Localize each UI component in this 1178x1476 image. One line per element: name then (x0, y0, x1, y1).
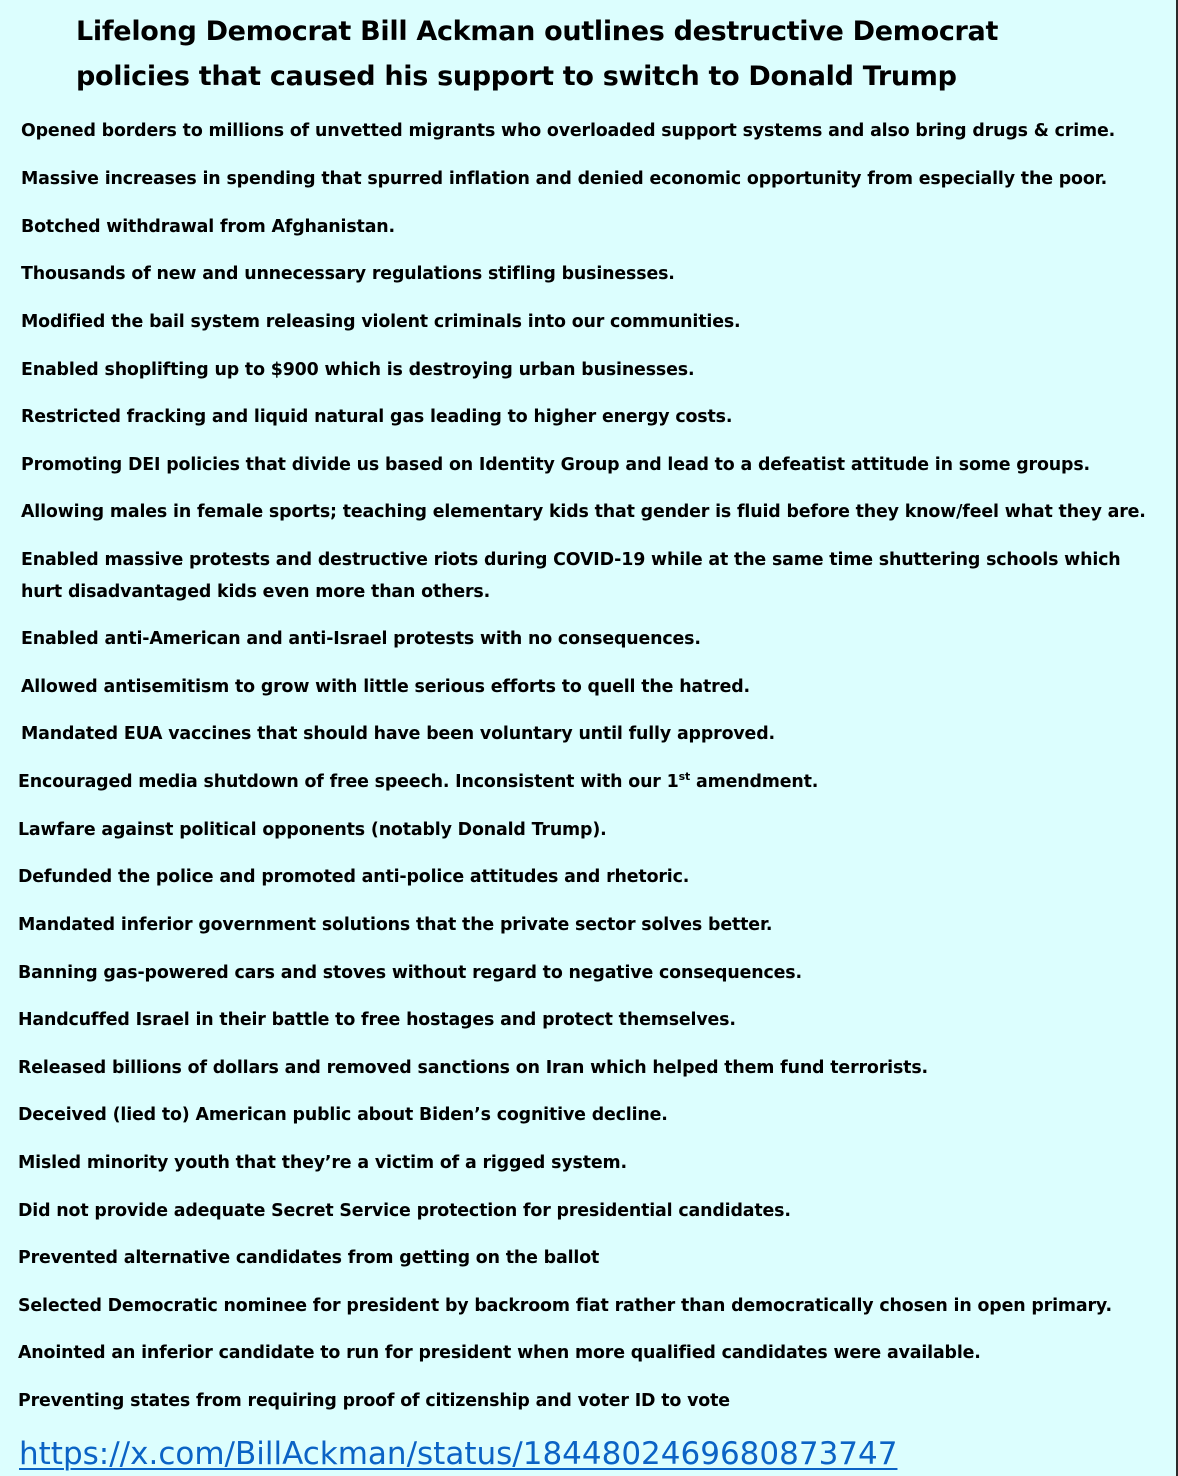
policy-item: Mandated inferior government solutions that the private sector solves better. (18, 915, 773, 935)
policy-item: Allowed antisemitism to grow with little serious efforts to quell the hatred. (21, 677, 751, 697)
policy-item: Opened borders to millions of unvetted migrants who overloaded support systems and also bring drugs & crime. (21, 121, 1116, 141)
policy-item: Massive increases in spending that spurred inflation and denied economic opportunity from especially the poor. (21, 169, 1108, 189)
title-line-2: policies that caused his support to switch to Donald Trump (76, 61, 957, 92)
policy-item: Lawfare against political opponents (notably Donald Trump). (18, 820, 607, 840)
page-title (76, 9, 1076, 99)
policy-item-line-2: hurt disadvantaged kids even more than others. (21, 582, 491, 602)
policy-item: Defunded the police and promoted anti-police attitudes and rhetoric. (18, 867, 690, 887)
ordinal-superscript: st (678, 770, 691, 783)
policy-item: Mandated EUA vaccines that should have been voluntary until fully approved. (21, 724, 775, 744)
policy-item: Thousands of new and unnecessary regulations stifling businesses. (21, 264, 675, 284)
policy-item: Released billions of dollars and removed sanctions on Iran which helped them fund terrorists. (18, 1058, 928, 1078)
policy-item: Selected Democratic nominee for president by backroom fiat rather than democratically chosen in open primary. (18, 1296, 1112, 1316)
policy-item-line-1: Enabled massive protests and destructive riots during COVID-19 while at the same time shuttering schools which (21, 550, 1121, 570)
title-line-1: Lifelong Democrat Bill Ackman outlines destructive Democrat (76, 16, 999, 47)
policy-item: Deceived (lied to) American public about Biden’s cognitive decline. (18, 1105, 668, 1125)
policy-item: Handcuffed Israel in their battle to free hostages and protect themselves. (18, 1010, 736, 1030)
policy-item: Modified the bail system releasing violent criminals into our communities. (21, 312, 741, 332)
policy-item-text-end: amendment. (690, 772, 819, 792)
policy-item: Enabled anti-American and anti-Israel protests with no consequences. (21, 629, 701, 649)
policy-item: Anointed an inferior candidate to run for president when more qualified candidates were available. (18, 1343, 981, 1363)
policy-item (18, 766, 818, 798)
policy-item: Allowing males in female sports; teaching elementary kids that gender is fluid before they know/feel what they are. (21, 502, 1146, 522)
source-link[interactable]: https://x.com/BillAckman/status/1844802469680873747 (19, 1436, 898, 1472)
policy-item: Prevented alternative candidates from getting on the ballot (18, 1248, 600, 1268)
policy-item: Misled minority youth that they’re a victim of a rigged system. (18, 1153, 627, 1173)
policy-item: Promoting DEI policies that divide us based on Identity Group and lead to a defeatist attitude in some groups. (21, 455, 1090, 475)
policy-item: Botched withdrawal from Afghanistan. (21, 217, 395, 237)
policy-item-text: Encouraged media shutdown of free speech. Inconsistent with our 1 (18, 772, 679, 792)
policy-item: Preventing states from requiring proof of citizenship and voter ID to vote (18, 1391, 730, 1411)
policy-item: Enabled shoplifting up to $900 which is destroying urban businesses. (21, 360, 695, 380)
policy-item (21, 544, 1121, 608)
policy-item: Did not provide adequate Secret Service protection for presidential candidates. (18, 1201, 791, 1221)
policy-item: Banning gas-powered cars and stoves without regard to negative consequences. (18, 963, 802, 983)
policy-item: Restricted fracking and liquid natural gas leading to higher energy costs. (21, 407, 733, 427)
